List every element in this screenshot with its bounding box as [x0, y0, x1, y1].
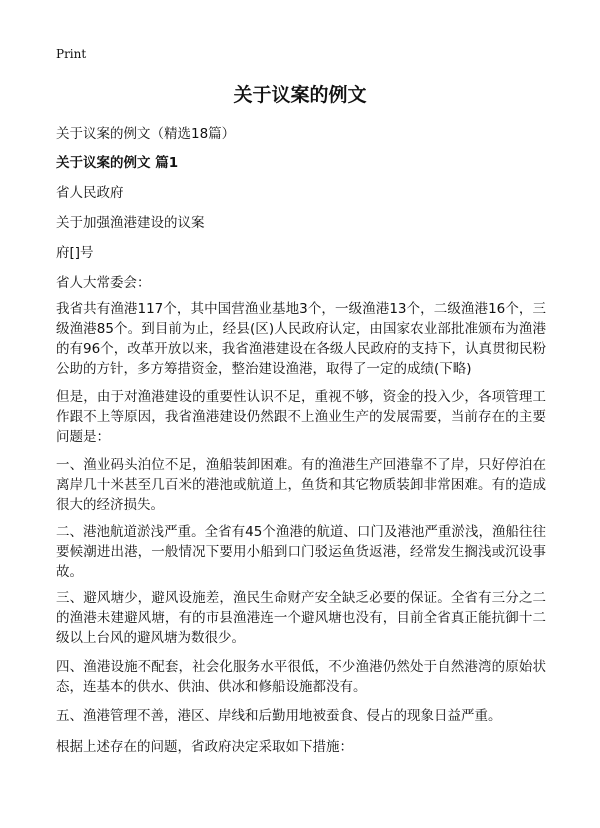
print-label: Print	[56, 47, 87, 61]
body-paragraph: 但是，由于对渔港建设的重要性认识不足，重视不够，资金的投入少，各项管理工作跟不上等原因，我省渔港建设仍然跟不上渔业生产的发展需要，当前存在的主要问题是：	[56, 389, 546, 445]
body-paragraph: 五、渔港管理不善，港区、岸线和后勤用地被蚕食、侵占的现象日益严重。	[56, 708, 502, 724]
addressee-committee: 省人大常委会：	[56, 275, 151, 291]
body-paragraph: 二、港池航道淤浅严重。全省有45个渔港的航道、口门及港池严重淤浅，渔船往往要候潮进出港，一般情况下要用小船到口门驳运鱼货返港，经常发生搁浅或沉设事故。	[56, 524, 546, 580]
section-heading: 关于议案的例文 篇1	[56, 155, 179, 171]
body-paragraph: 我省共有渔港117个，其中国营渔业基地3个，一级渔港13个，二级渔港16个，三级渔港85个。到目前为止，经县(区)人民政府认定，由国家农业部批准颁布为渔港的有96个，改革开放以来，我省渔港建设在各级人民政府的支持下，认真贯彻民粉公助的方针，多方筹措资金，整治建设渔港，取得了一定的成绩(下略)	[56, 301, 546, 377]
document-subtitle: 关于议案的例文（精选18篇）	[56, 126, 236, 142]
proposal-title: 关于加强渔港建设的议案	[56, 215, 205, 231]
document-title: 关于议案的例文	[233, 84, 367, 106]
body-paragraph: 根据上述存在的问题，省政府决定采取如下措施：	[56, 739, 353, 755]
addressee-government: 省人民政府	[56, 185, 124, 201]
body-paragraph: 四、渔港设施不配套，社会化服务水平很低，不少渔港仍然处于自然港湾的原始状态，连基本的供水、供油、供冰和修船设施都没有。	[56, 659, 546, 695]
document-number: 府[]号	[56, 245, 94, 261]
body-paragraph: 一、渔业码头泊位不足，渔船装卸困难。有的渔港生产回港靠不了岸，只好停泊在离岸几十米甚至几百米的港池或航道上，鱼货和其它物质装卸非常困难。有的造成很大的经济损失。	[56, 457, 546, 513]
body-paragraph: 三、避风塘少，避风设施差，渔民生命财产安全缺乏必要的保证。全省有三分之二的渔港未建避风塘，有的市县渔港连一个避风塘也没有，目前全省真正能抗御十二级以上台风的避风塘为数很少。	[56, 590, 546, 646]
